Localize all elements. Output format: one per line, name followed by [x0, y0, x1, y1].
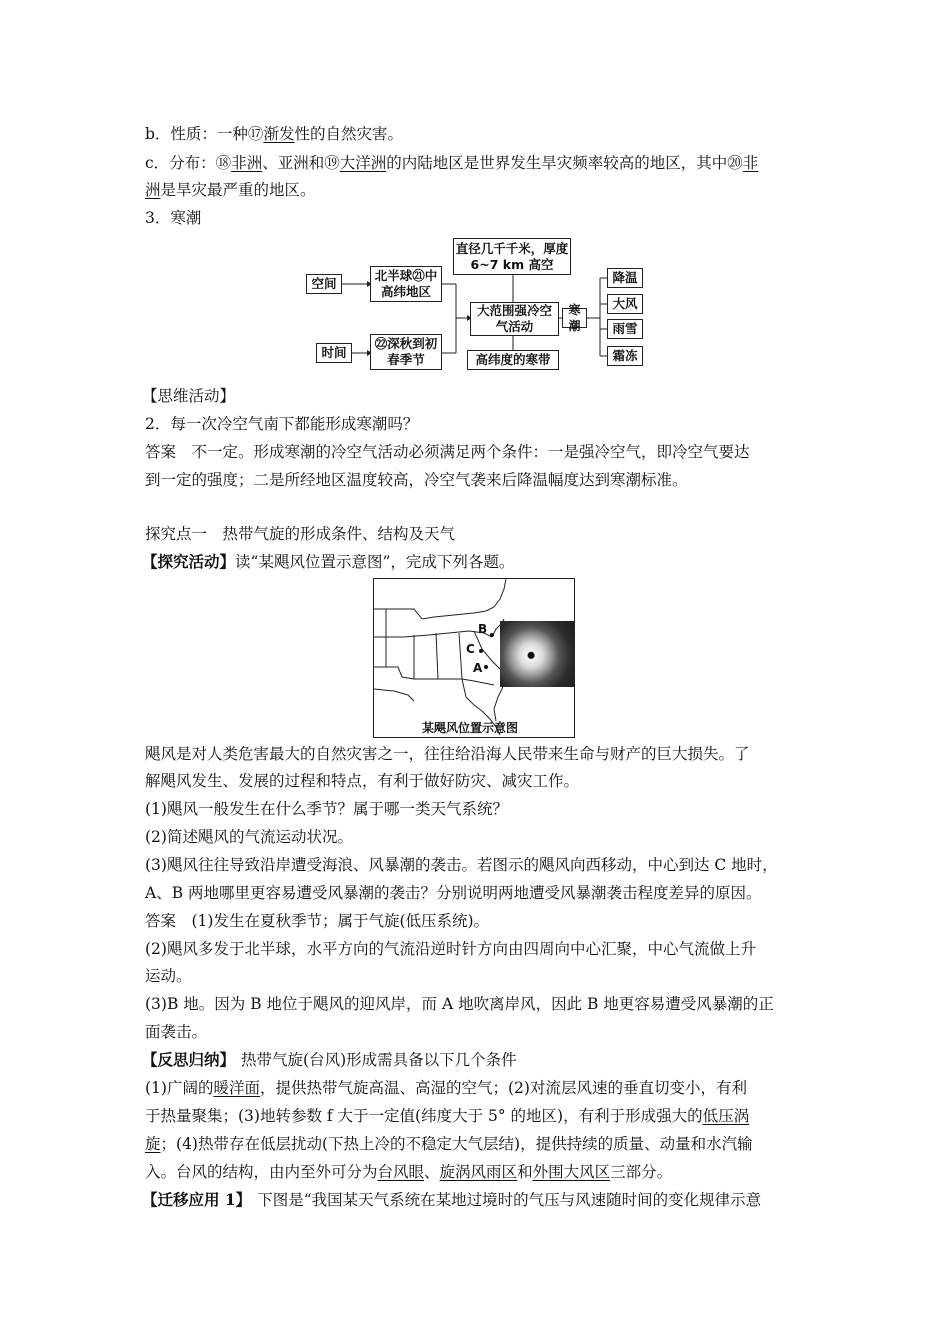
text: 入。台风的结构，由内至外可分为	[145, 1163, 378, 1181]
cold-wave-box: 寒潮	[562, 308, 587, 328]
text: ；(4)热带存在低层扰动(下热上冷的不稳定大气层结)，提供持续的质量、动量和水汽输	[160, 1135, 753, 1153]
effect-box: 大风	[607, 294, 643, 314]
question-2: 2．每一次冷空气南下都能形成寒潮吗？	[145, 415, 419, 433]
answer-line: 到一定的强度；二是所经地区温度较高，冷空气袭来后降温幅度达到寒潮标准。	[145, 471, 688, 489]
explore-instruction	[142, 552, 514, 572]
point-a-marker	[484, 665, 488, 669]
answer-underlined: 旋涡风雨区	[439, 1163, 518, 1181]
text: b．性质：一种⑰	[145, 125, 264, 143]
transfer-tag: 【迁移应用 1】	[142, 1190, 252, 1209]
question-1: (1)飓风一般发生在什么季节？属于哪一类天气系统？	[145, 800, 508, 818]
passage-line: 飓风是对人类危害最大的自然灾害之一，往往给沿海人民带来生命与财产的巨大损失。了	[145, 745, 750, 763]
reflect-line	[145, 1134, 753, 1154]
reflect-line	[145, 1106, 749, 1126]
text: (1)广阔的	[145, 1079, 214, 1097]
text: 是旱灾最严重的地区。	[160, 181, 316, 199]
point-c-marker	[479, 649, 483, 653]
reflect-tag: 【反思归纳】	[142, 1050, 236, 1069]
point-b-marker	[490, 633, 494, 637]
answer-underlined: 台风眼	[377, 1163, 425, 1181]
answer-2-cont: 运动。	[145, 967, 192, 985]
heading-cold-wave: 3．寒潮	[145, 209, 202, 227]
hurricane-map	[373, 578, 575, 738]
space-value-box: 北半球㉑中高纬地区	[370, 266, 442, 302]
answer-underlined: 旋	[145, 1135, 161, 1153]
text: c．分布：⑱	[145, 154, 232, 172]
text: 下图是“我国某天气系统在某地过境时的气压与风速随时间的变化规律示意	[257, 1191, 762, 1209]
answer-underlined: 低压涡	[702, 1107, 750, 1125]
reflect-heading	[142, 1050, 517, 1070]
point-a-label: A	[473, 661, 483, 675]
answer-1: 答案 (1)发生在夏秋季节；属于气旋(低压系统)。	[145, 912, 490, 930]
answer-underlined: 大洋洲	[339, 154, 387, 172]
text: 热带气旋(台风)形成需具备以下几个条件	[241, 1051, 517, 1069]
cold-wave-diagram	[300, 232, 650, 372]
question-3: (3)飓风往往导致沿岸遭受海浪、风暴潮的袭击。若图示的飓风向西移动，中心到达 C 地时，	[145, 856, 778, 874]
text: 三部分。	[610, 1163, 673, 1181]
passage-line: 解飓风发生、发展的过程和特点，有利于做好防灾、减灾工作。	[145, 772, 580, 790]
text: 于热量聚集；(3)地转参数 f 大于一定值(纬度大于 5° 的地区)，有利于形成强大的	[145, 1107, 703, 1125]
reflect-line	[145, 1162, 672, 1182]
answer-underlined: 非	[742, 154, 759, 172]
thinking-tag: 【思维活动】	[142, 387, 236, 405]
answer-3-cont: 面袭击。	[145, 1023, 208, 1041]
answer-underlined: 非洲	[231, 154, 263, 172]
text: 、亚洲和⑲	[262, 154, 340, 172]
text: 、	[424, 1163, 440, 1181]
point-c-label: C	[466, 642, 475, 656]
answer-3: (3)B 地。因为 B 地位于飓风的迎风岸，而 A 地吹离岸风，因此 B 地更容易遭受风暴潮的正	[145, 995, 774, 1013]
space-label-box: 空间	[306, 274, 342, 294]
satellite-image	[500, 621, 574, 687]
text: 性的自然灾害。	[294, 125, 403, 143]
text: 的内陆地区是世界发生旱灾频率较高的地区，其中⑳	[386, 154, 743, 172]
effect-box: 降温	[607, 268, 643, 288]
answer-underlined: 外围大风区	[532, 1163, 611, 1181]
cold-air-activity-box: 大范围强冷空气活动	[470, 302, 559, 336]
map-caption: 某飓风位置示意图	[422, 721, 519, 735]
question-2: (2)简述飓风的气流运动状况。	[145, 828, 353, 846]
answer-2: (2)飓风多发于北半球，水平方向的气流沿逆时针方向由四周向中心汇聚，中心气流做上升	[145, 940, 756, 958]
altitude-box: 直径几千千米，厚度 6~7 km 高空	[453, 238, 571, 275]
frigid-zone-box: 高纬度的寒带	[467, 350, 559, 370]
effect-box: 霜冻	[607, 346, 643, 366]
answer-underlined: 渐发	[263, 125, 295, 143]
text-line-nature	[145, 124, 403, 144]
point-b-label: B	[478, 622, 488, 636]
text: 和	[517, 1163, 533, 1181]
answer-underlined: 洲	[145, 181, 161, 199]
time-label-box: 时间	[316, 343, 352, 363]
effect-box: 雨雪	[607, 319, 643, 339]
text-line-distribution	[145, 153, 758, 173]
answer-line: 答案 不一定。形成寒潮的冷空气活动必须满足两个条件：一是强冷空气，即冷空气要达	[145, 443, 750, 461]
explore-title: 探究点一 热带气旋的形成条件、结构及天气	[145, 525, 456, 543]
text-line-distribution-cont	[145, 180, 316, 200]
reflect-line	[145, 1078, 747, 1098]
question-3-cont: A、B 两地哪里更容易遭受风暴潮的袭击？分别说明两地遭受风暴潮袭击程度差异的原因。	[145, 884, 762, 902]
time-value-box: ㉒深秋到初春季节	[370, 334, 442, 370]
transfer-heading	[142, 1190, 761, 1210]
text: 读“某飓风位置示意图”，完成下列各题。	[235, 553, 515, 571]
explore-tag: 【探究活动】	[142, 552, 236, 571]
text: ，提供热带气旋高温、高湿的空气；(2)对流层风速的垂直切变小，有利	[259, 1079, 747, 1097]
answer-underlined: 暖洋面	[213, 1079, 260, 1097]
